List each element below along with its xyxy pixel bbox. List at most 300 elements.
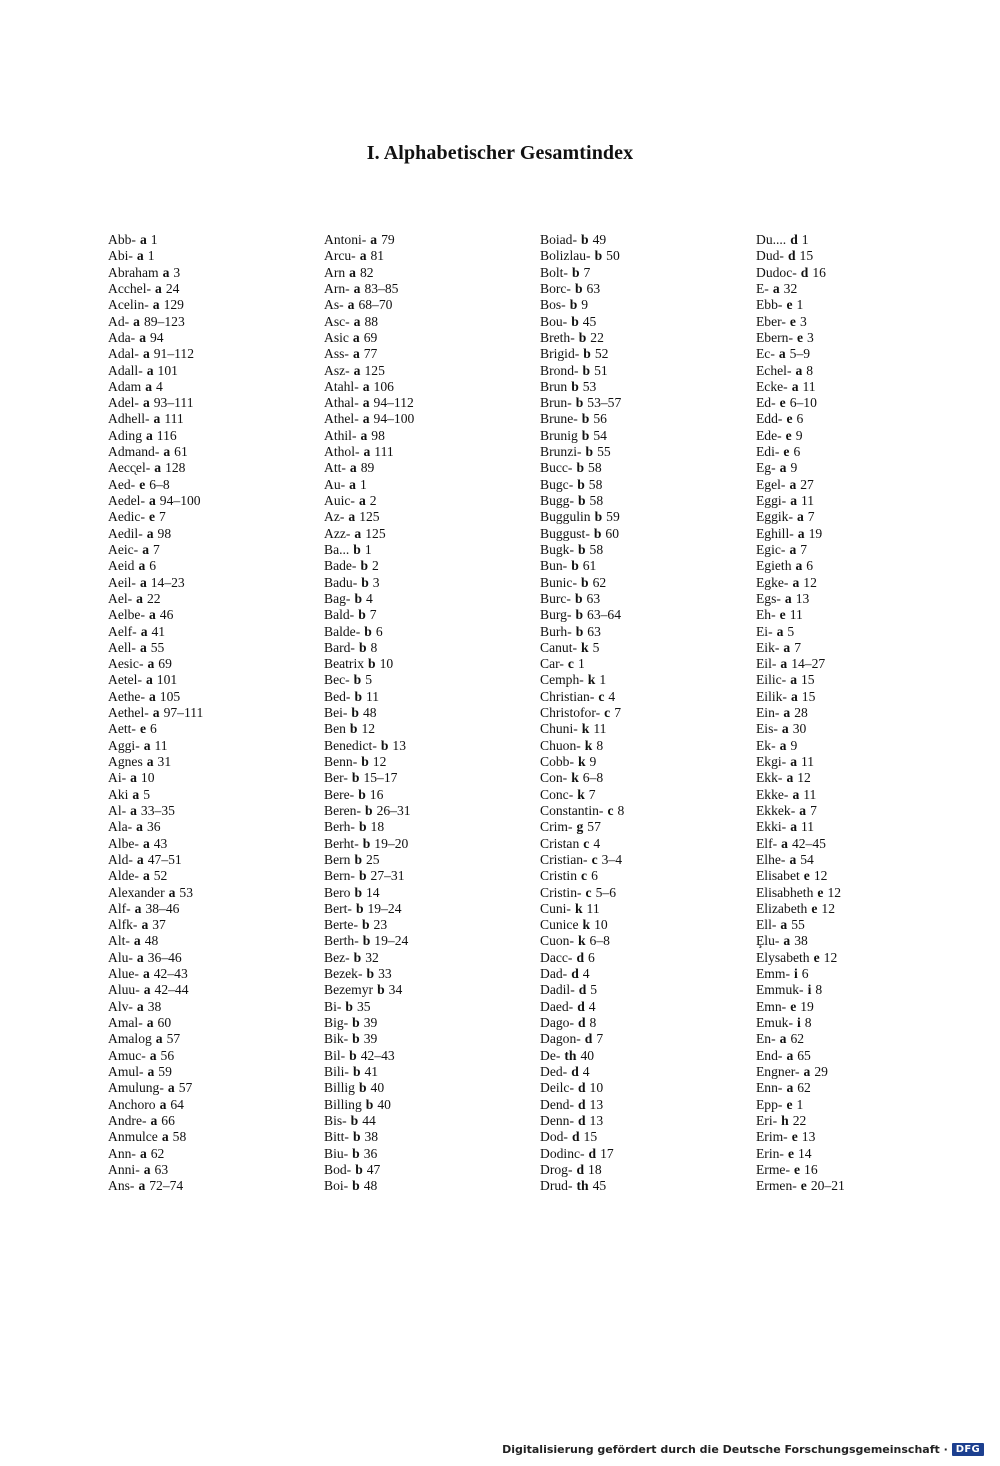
index-number: 12 [821,900,835,916]
index-entry [756,656,961,672]
index-entry [108,836,313,852]
index-entry [756,575,961,591]
index-section: a [797,509,804,525]
index-term: Elisabet [756,868,800,884]
index-section: a [138,558,146,574]
index-term: Bugg- [540,493,574,508]
index-entry [108,624,313,640]
index-number: 11 [586,900,600,916]
index-number: 11 [801,493,815,508]
index-section: a [146,754,154,769]
index-number: 8 [617,802,625,818]
index-entry [756,787,961,803]
index-number: 38 [794,933,808,949]
index-section: a [789,476,797,492]
index-entry [324,330,529,346]
index-section: a [153,411,161,427]
index-term: Cristian- [540,851,588,867]
index-entry [756,1178,961,1194]
index-number: 55 [150,639,165,655]
index-section: d [571,1063,579,1079]
index-entry [108,232,313,248]
index-term: Beren- [324,802,361,818]
index-entry [756,966,961,982]
index-section: a [781,835,788,851]
index-term: Aelf- [108,623,137,639]
index-entry [540,1129,745,1145]
index-number: 4 [588,998,596,1014]
index-section: e [817,884,824,900]
index-section: d [576,949,585,965]
index-number: 8 [815,982,823,998]
index-number: 61 [582,558,597,574]
index-entry [756,770,961,786]
index-number: 6 [796,411,804,427]
index-entry [756,314,961,330]
index-number: 97–111 [163,705,204,721]
index-term: Att- [324,460,346,476]
index-entry [324,885,529,901]
index-section: a [354,525,362,541]
index-section: c [607,802,614,818]
index-term: Aell- [108,639,136,655]
index-number: 128 [165,460,186,476]
index-number: 15–17 [363,770,398,786]
index-entry [324,1178,529,1194]
index-entry [756,672,961,688]
index-entry [108,999,313,1015]
index-section: a [136,851,144,867]
index-entry [756,558,961,574]
index-section: b [368,656,376,672]
index-number: 8 [804,1015,812,1030]
index-entry [756,232,961,248]
index-term: Aethe- [108,688,145,704]
index-term: Dend- [540,1096,574,1112]
index-term: Aetel- [108,672,142,688]
index-entry [756,982,961,998]
index-term: Ans- [108,1178,135,1194]
index-section: b [581,232,589,247]
index-section: b [574,280,583,296]
index-term: Eik- [756,639,780,655]
index-number: 19–24 [367,900,402,916]
index-number: 39 [363,1031,378,1047]
index-number: 61 [174,444,188,460]
index-entry [540,1064,745,1080]
index-entry [324,754,529,770]
index-term: Bugk- [540,541,574,557]
index-term: Ekkek- [756,802,796,818]
index-entry [540,232,745,248]
index-entry [108,1064,313,1080]
index-term: Big- [324,1015,349,1030]
index-entry [756,379,961,395]
index-entry [540,281,745,297]
index-number: 66 [161,1112,175,1128]
index-entry [540,656,745,672]
index-section: e [790,998,797,1014]
index-number: 13 [589,1096,604,1112]
index-number: 34 [388,982,403,998]
index-section: d [571,966,579,982]
index-entry [324,444,529,460]
index-entry [108,901,313,917]
index-term: Cristan [540,835,580,851]
index-number: 111 [164,411,184,427]
index-entry [756,933,961,949]
index-number: 39 [363,1015,378,1030]
index-section: a [154,460,162,476]
index-entry [540,493,745,509]
index-entry [540,754,745,770]
index-term: Amul- [108,1063,144,1079]
index-entry [756,803,961,819]
index-section: a [803,1063,811,1079]
index-section: a [142,395,150,411]
index-number: 6–10 [789,395,817,411]
index-term: Bere- [324,786,355,802]
index-number: 10 [594,917,608,933]
index-term: Berte- [324,917,358,933]
index-number: 48 [362,705,377,721]
index-section: g [576,819,584,835]
index-number: 14–23 [150,574,185,590]
index-section: a [167,1080,175,1096]
index-section: a [149,607,156,623]
index-section: b [362,933,371,949]
index-entry [540,363,745,379]
index-section: d [787,248,796,264]
index-entry [756,689,961,705]
index-entry [756,591,961,607]
index-term: Emuk- [756,1015,793,1030]
index-entry [540,248,745,264]
index-section: b [354,884,362,900]
index-section: a [147,1063,155,1079]
index-number: 8 [589,1015,597,1030]
index-entry [324,558,529,574]
index-number: 69 [363,329,378,345]
index-term: Ann- [108,1145,136,1161]
index-term: Abi- [108,248,133,264]
index-section: d [571,1129,580,1145]
index-number: 111 [374,444,394,460]
index-entry [108,868,313,884]
index-section: b [575,395,584,411]
index-entry [756,281,961,297]
index-section: a [161,1129,169,1145]
index-entry [756,721,961,737]
index-entry [540,346,745,362]
index-term: Adal- [108,346,139,362]
index-entry [108,819,313,835]
index-section: a [134,900,142,916]
index-number: 6 [149,721,157,737]
index-section: b [349,721,358,737]
index-section: a [130,770,137,786]
index-term: Cunice [540,917,579,933]
index-entry [540,509,745,525]
index-number: 7 [596,1031,604,1047]
index-term: Bod- [324,1161,352,1177]
index-number: 6 [375,623,383,639]
index-number: 24 [165,280,180,296]
index-section: b [353,949,362,965]
index-entry [108,395,313,411]
index-term: Athal- [324,395,359,411]
index-column-2 [324,232,529,1194]
index-term: Cristin [540,868,578,884]
index-section: a [780,656,788,672]
index-section: b [571,378,579,394]
index-entry [108,852,313,868]
index-section: a [792,574,800,590]
index-entry [756,411,961,427]
index-section: a [168,884,176,900]
index-number: 25 [366,851,380,867]
index-number: 6 [591,868,598,884]
index-section: e [791,1129,798,1145]
index-number: 4 [582,1063,590,1079]
index-entry [540,885,745,901]
index-section: e [783,444,790,460]
index-entry [540,901,745,917]
index-section: d [800,264,809,280]
index-number: 12 [797,770,811,786]
index-term: Aett- [108,721,136,737]
index-entry [540,852,745,868]
index-section: a [353,313,361,329]
index-number: 53 [179,884,194,900]
index-section: b [351,770,360,786]
index-section: a [136,949,144,965]
index-term: Bil- [324,1047,346,1063]
index-entry [540,819,745,835]
index-term: Egel- [756,476,786,492]
index-entry [108,330,313,346]
index-entry [324,1162,529,1178]
index-section: a [142,868,150,884]
index-term: Berh- [324,819,355,835]
index-entry [324,656,529,672]
index-term: Aluu- [108,982,140,998]
index-term: Bucc- [540,460,573,476]
index-number: 7 [794,639,801,655]
index-entry [540,982,745,998]
index-section: a [130,802,137,818]
index-term: Eilic- [756,672,787,688]
index-entry [540,1097,745,1113]
index-section: a [159,1096,167,1112]
index-number: 57 [178,1080,193,1096]
index-term: Brigid- [540,346,580,362]
index-number: 4 [593,835,601,851]
index-term: Bunic- [540,574,577,590]
index-term: Alfk- [108,917,138,933]
index-section: a [795,362,803,378]
index-term: Du.... [756,232,787,247]
index-section: b [354,590,362,606]
index-term: Bez- [324,949,350,965]
index-number: 98 [371,427,385,443]
index-term: Epp- [756,1096,783,1112]
index-entry [108,477,313,493]
index-entry [756,1146,961,1162]
index-entry [108,917,313,933]
index-term: Bero [324,884,351,900]
index-entry [756,885,961,901]
index-number: 2 [372,558,379,574]
index-number: 12 [827,884,842,900]
index-section: b [576,460,585,476]
index-section: a [163,444,171,460]
index-entry [540,803,745,819]
index-section: e [793,1161,801,1177]
index-number: 28 [794,705,808,721]
index-section: i [807,982,812,998]
index-section: a [362,395,370,411]
index-section: b [358,639,367,655]
index-term: Ekgi- [756,754,787,769]
index-term: Arn [324,264,346,280]
index-term: Enn- [756,1080,783,1096]
index-section: a [353,362,361,378]
index-term: Constantin- [540,802,604,818]
index-term: Berht- [324,835,359,851]
index-section: k [582,917,591,933]
index-section: b [365,1096,374,1112]
index-section: e [786,1096,793,1112]
index-entry [540,770,745,786]
index-term: Anchoro [108,1096,156,1112]
index-section: e [803,868,810,884]
index-number: 54 [593,427,607,443]
index-entry [324,1015,529,1031]
index-entry [108,346,313,362]
index-section: a [149,493,156,508]
index-entry [108,493,313,509]
index-term: Ada- [108,329,136,345]
index-entry [108,379,313,395]
index-term: Bade- [324,558,357,574]
index-term: Erim- [756,1129,788,1145]
index-entry [108,885,313,901]
index-number: 6 [801,966,809,982]
index-number: 69 [158,656,172,672]
index-number: 7 [810,802,817,818]
index-number: 6 [149,558,157,574]
index-entry [756,248,961,264]
index-entry [756,1015,961,1031]
index-entry [756,999,961,1015]
index-entry [540,917,745,933]
index-entry [108,297,313,313]
index-section: a [783,705,791,721]
index-entry [324,542,529,558]
index-number: 3 [807,329,814,345]
index-entry [108,1113,313,1129]
index-section: b [581,574,589,590]
index-number: 36–46 [147,949,182,965]
index-number: 6–8 [589,933,610,949]
index-term: Cristin- [540,884,582,900]
index-number: 22 [792,1112,807,1128]
index-entry [324,999,529,1015]
index-number: 6–8 [582,770,604,786]
index-section: b [364,623,372,639]
index-section: k [577,933,586,949]
index-term: Bolt- [540,264,568,280]
index-section: a [149,688,156,704]
index-entry [540,330,745,346]
index-section: e [139,721,146,737]
index-entry [540,1113,745,1129]
index-term: Elisabheth [756,884,814,900]
index-entry [324,1146,529,1162]
index-term: Burg- [540,607,572,623]
index-term: Aethel- [108,705,149,721]
index-term: Chuon- [540,737,581,753]
index-entry [324,607,529,623]
index-number: 58 [172,1129,187,1145]
index-section: b [358,607,366,623]
index-number: 13 [801,1129,816,1145]
index-section: a [781,721,789,737]
index-term: Alf- [108,900,131,916]
index-number: 15 [801,672,815,688]
index-section: b [571,264,580,280]
index-number: 16 [812,264,826,280]
index-entry [108,265,313,281]
index-section: e [779,395,786,411]
index-section: a [370,232,378,247]
index-section: a [789,851,797,867]
index-section: a [136,590,143,606]
index-entry [324,1097,529,1113]
index-section: a [136,248,144,264]
index-number: 13 [795,590,810,606]
index-entry [324,982,529,998]
index-number: 88 [364,313,379,329]
index-term: Bik- [324,1031,349,1047]
index-entry [540,966,745,982]
index-number: 16 [369,786,384,802]
index-term: Aeic- [108,541,139,557]
index-entry [540,411,745,427]
index-number: 7 [369,607,377,623]
index-number: 10 [589,1080,604,1096]
index-number: 58 [589,493,604,508]
index-term: Benedict- [324,737,377,753]
index-number: 41 [151,623,166,639]
index-entry [540,705,745,721]
index-number: 9 [581,297,589,313]
index-entry [324,363,529,379]
index-number: 7 [800,541,808,557]
index-number: 91–112 [153,346,195,362]
index-section: th [564,1047,577,1063]
index-section: a [776,623,784,639]
index-section: a [141,917,149,933]
index-number: 53 [582,378,597,394]
index-term: Aedel- [108,493,145,508]
index-entry [324,1113,529,1129]
index-entry [756,477,961,493]
index-term: Dud- [756,248,784,264]
index-entry [324,281,529,297]
index-number: 14–27 [791,656,826,672]
